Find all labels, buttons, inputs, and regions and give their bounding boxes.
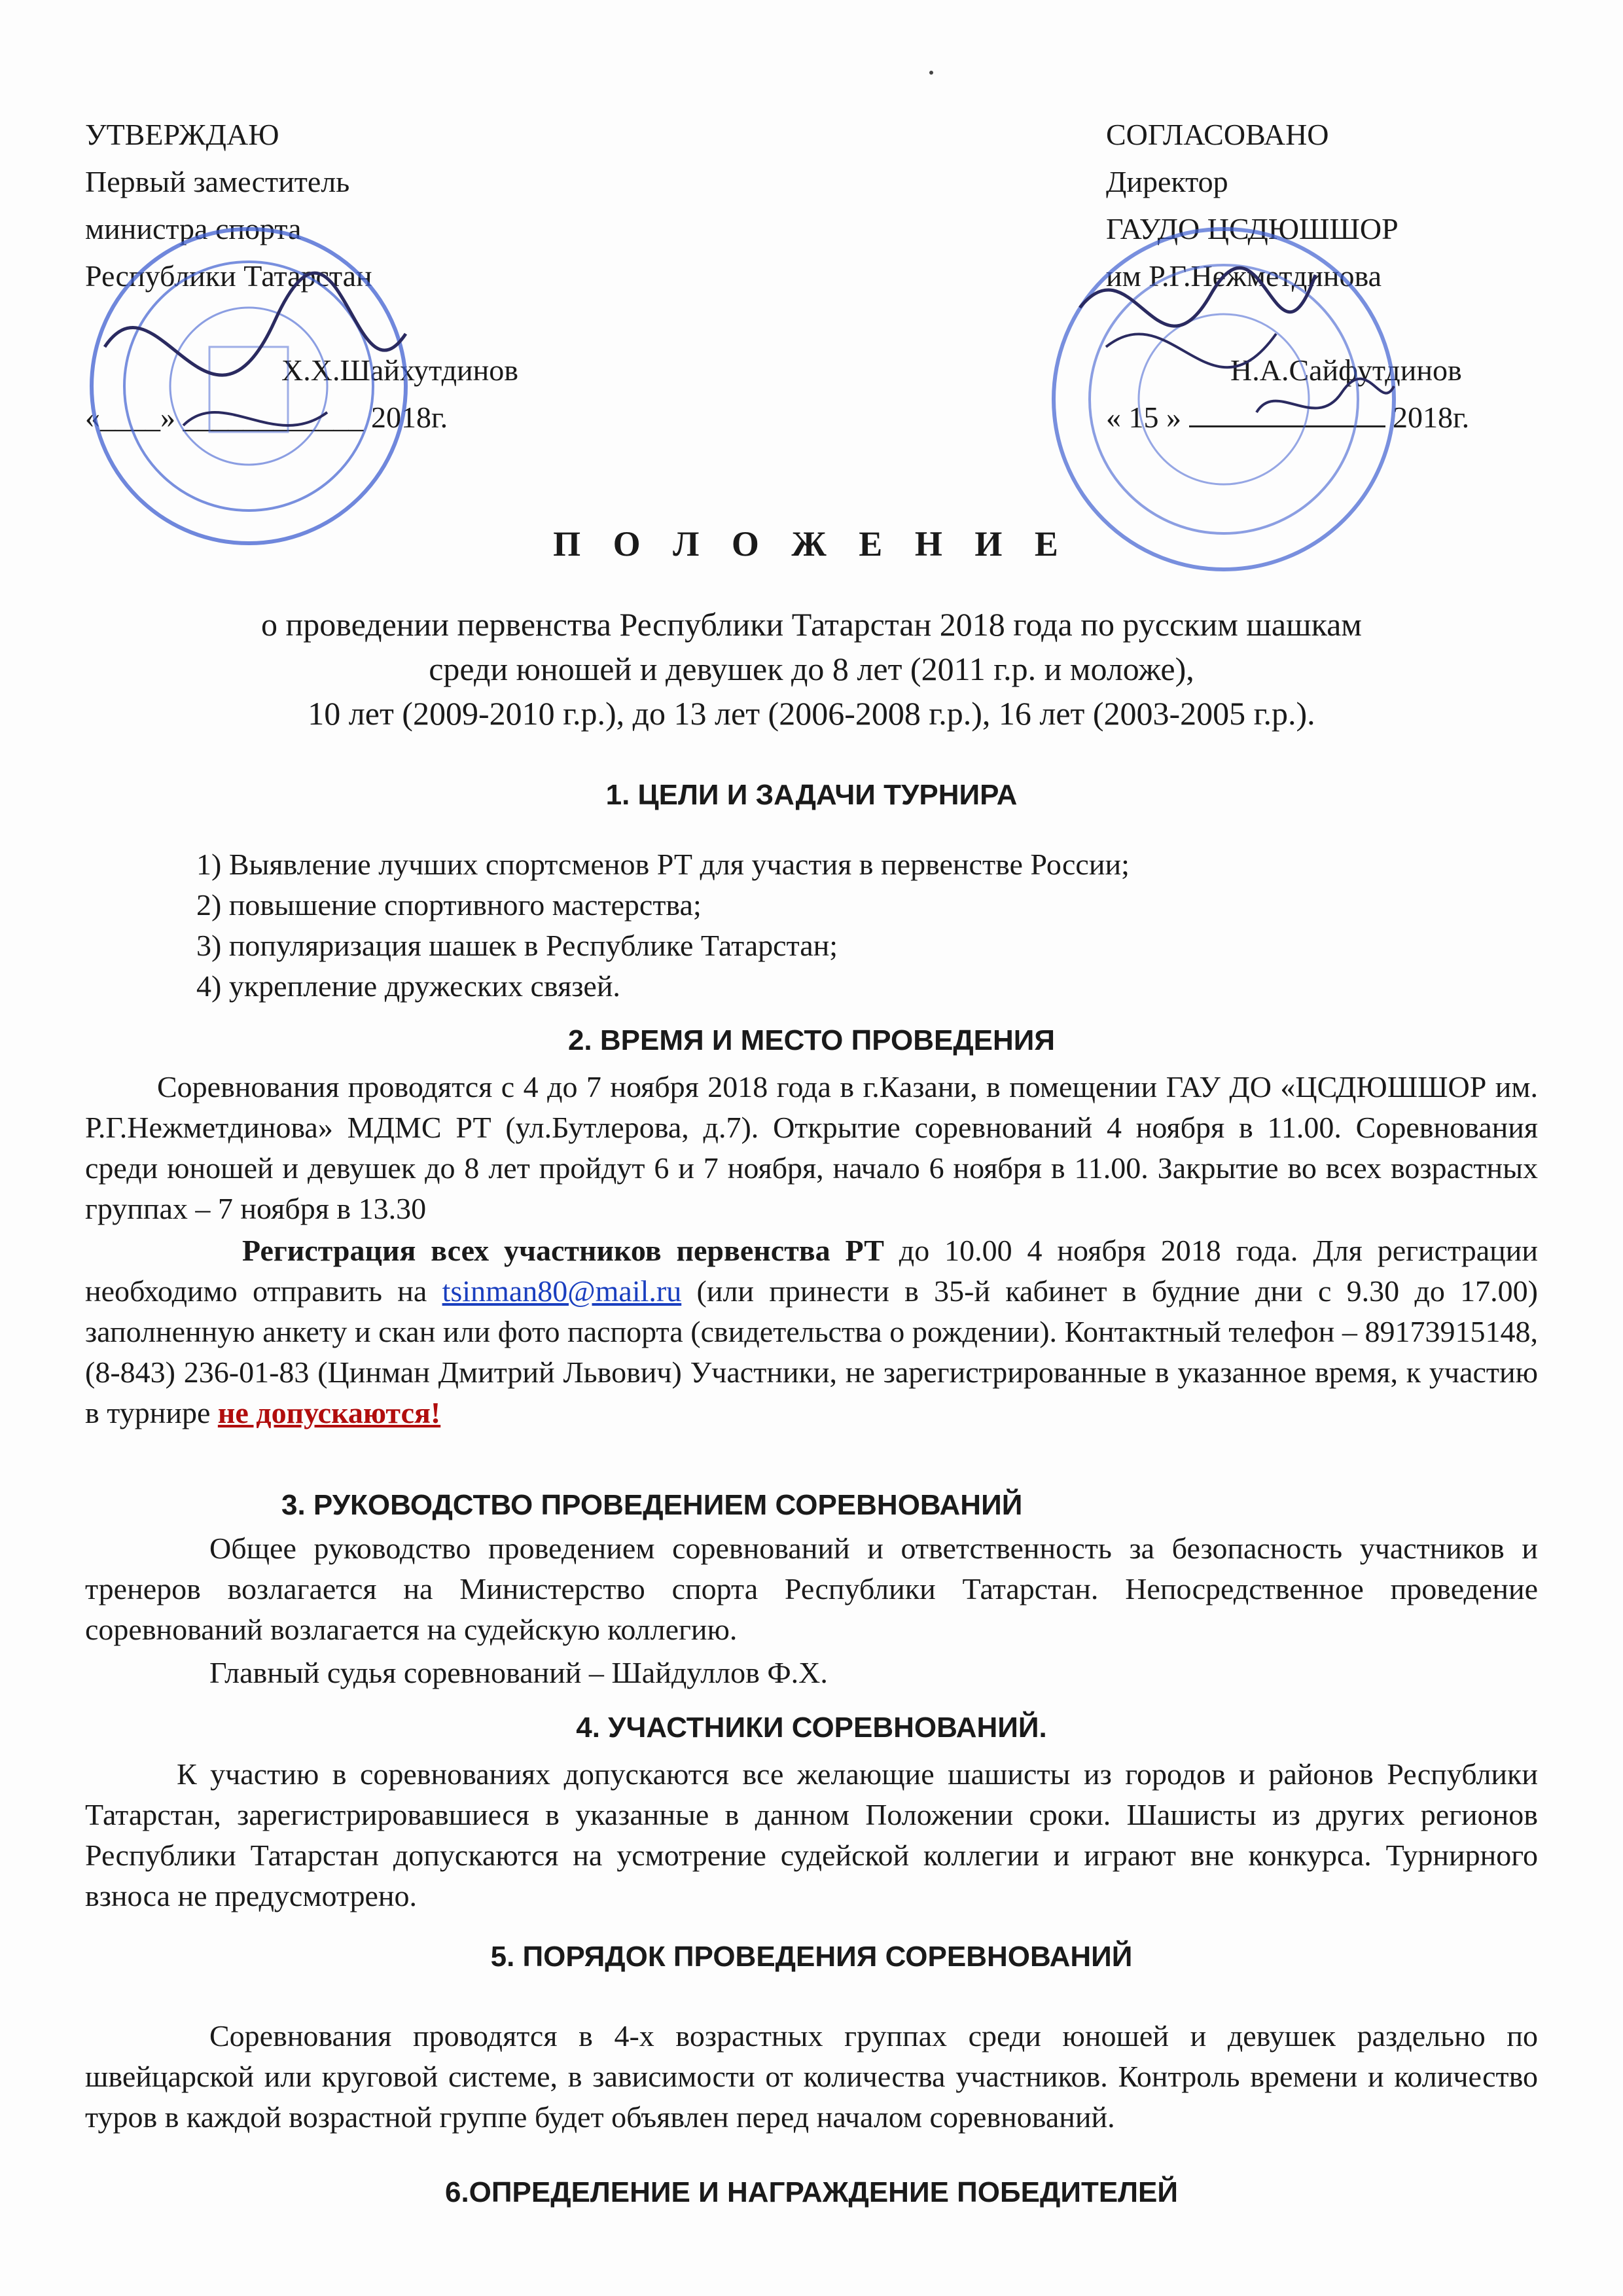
ministry-stamp: [79, 216, 419, 556]
section-3-text: [85, 1528, 1538, 1650]
participants-paragraph: К участию в соревнованиях допускаются все желающие шашисты из городов и районов Республики Татарстан, зарегистрировавшиеся в указанные в данном Положении сроки. Шашисты из других регионов Республики Татарстан допускаются на усмотрение судейской коллегии и играют вне конкурса. Турнирного взноса не предусмотрено.: [85, 1757, 1538, 1912]
approval-date-suffix: 2018г.: [371, 401, 448, 434]
list-item: 3) популяризация шашек в Республике Татарстан;: [196, 929, 838, 962]
procedure-paragraph: Соревнования проводятся в 4-х возрастных группах среди юношей и девушек раздельно по швейцарской или круговой системе, в зависимости от количества участников. Контроль времени и количество туров в каждой возрастной группе будет объявлен перед началом соревнований.: [85, 2019, 1538, 2134]
agreement-line-3: им Р.Г.Нежметдинова: [1106, 259, 1382, 293]
list-item: 4) укрепление дружеских связей.: [196, 969, 620, 1003]
goals-list: [196, 844, 1505, 1007]
email-link[interactable]: tsinman80@mail.ru: [442, 1274, 682, 1308]
section-2-heading: 2. ВРЕМЯ И МЕСТО ПРОВЕДЕНИЯ: [567, 1024, 1056, 1056]
registration-part-1: до 10.00 4 ноября 2018 года. Для регистрации необходимо отправить на: [85, 1234, 1538, 1308]
agreement-date-prefix: « 15 »: [1106, 401, 1181, 434]
subtitle-line-1: о проведении первенства Республики Татарстан 2018 года по русским шашкам: [261, 606, 1362, 643]
approval-heading: УТВЕРЖДАЮ: [85, 118, 279, 151]
agreement-date-suffix: 2018г.: [1393, 401, 1470, 434]
approval-line-3: Республики Татарстан: [85, 259, 372, 293]
schedule-paragraph: Соревнования проводятся с 4 до 7 ноября 2018 года в г.Казани, в помещении ГАУ ДО «ЦСДЮШШОР им. Р.Г.Нежметдинова» МДМС РТ (ул.Бутлерова, д.7). Открытие соревнований 4 ноября в 11.00. Соревнования среди юношей и девушек до 8 лет пройдут 6 и 7 ноября, начало 6 ноября в 11.00. Закрытие во всех возрастных группах – 7 ноября в 13.30: [85, 1070, 1538, 1225]
subtitle-line-3: 10 лет (2009-2010 г.р.), до 13 лет (2006-2008 г.р.), 16 лет (2003-2005 г.р.).: [308, 695, 1315, 732]
agreement-signer: Н.А.Сайфутдинов: [1230, 353, 1462, 387]
registration-bold: Регистрация всех участников первенства РТ: [242, 1234, 884, 1267]
chief-judge: Главный судья соревнований – Шайдуллов Ф.Х.: [209, 1656, 828, 1689]
registration-text: [85, 1230, 1538, 1433]
speck-mark: [929, 71, 933, 75]
list-item: 2) повышение спортивного мастерства;: [196, 888, 702, 922]
list-item: 1) Выявление лучших спортсменов РТ для участия в первенстве России;: [196, 848, 1130, 881]
leadership-paragraph: Общее руководство проведением соревнований и ответственность за безопасность участников и тренеров возлагается на Министерство спорта Республики Татарстан. Непосредственное проведение соревнований возлагается на судейскую коллегию.: [85, 1532, 1538, 1646]
document-subtitle: [98, 602, 1525, 736]
agreement-line-1: Директор: [1106, 165, 1228, 198]
section-5-text: [85, 2016, 1538, 2138]
section-4-heading: 4. УЧАСТНИКИ СОРЕВНОВАНИЙ.: [576, 1712, 1047, 1744]
approval-line-1: Первый заместитель: [85, 165, 350, 198]
section-6-heading: 6.ОПРЕДЕЛЕНИЕ И НАГРАЖДЕНИЕ ПОБЕДИТЕЛЕЙ: [444, 2176, 1179, 2208]
section-5-heading: 5. ПОРЯДОК ПРОВЕДЕНИЯ СОРЕВНОВАНИЙ: [490, 1941, 1133, 1973]
agreement-line-2: ГАУДО ЦСДЮШШОР: [1106, 212, 1399, 245]
approval-date-prefix: «____» ____________: [85, 401, 364, 434]
section-2-text: [85, 1067, 1538, 1229]
agreement-heading: СОГЛАСОВАНО: [1106, 118, 1329, 151]
approval-line-2: министра спорта: [85, 212, 302, 245]
approval-signer: Х.Х.Шайхутдинов: [281, 353, 518, 387]
section-4-text: [85, 1754, 1538, 1916]
registration-part-2: (или принести в 35-й кабинет в будние дни с 9.30 до 17.00) заполненную анкету и скан или фото паспорта (свидетельства о рождении). Контактный телефон – 89173915148, (8-843) 236-01-83 (Цинман Дмитрий Львович) Участники, не зарегистрированные в указанное время, к участию в турнире: [85, 1274, 1538, 1429]
subtitle-line-2: среди юношей и девушек до 8 лет (2011 г.р. и моложе),: [429, 651, 1194, 687]
section-1-heading: 1. ЦЕЛИ И ЗАДАЧИ ТУРНИРА: [605, 779, 1018, 811]
section-3-heading: 3. РУКОВОДСТВО ПРОВЕДЕНИЕМ СОРЕВНОВАНИЙ: [281, 1489, 1023, 1521]
document-title: П О Л О Ж Е Н И Е: [553, 524, 1070, 564]
registration-warning: не допускаются!: [217, 1396, 441, 1429]
